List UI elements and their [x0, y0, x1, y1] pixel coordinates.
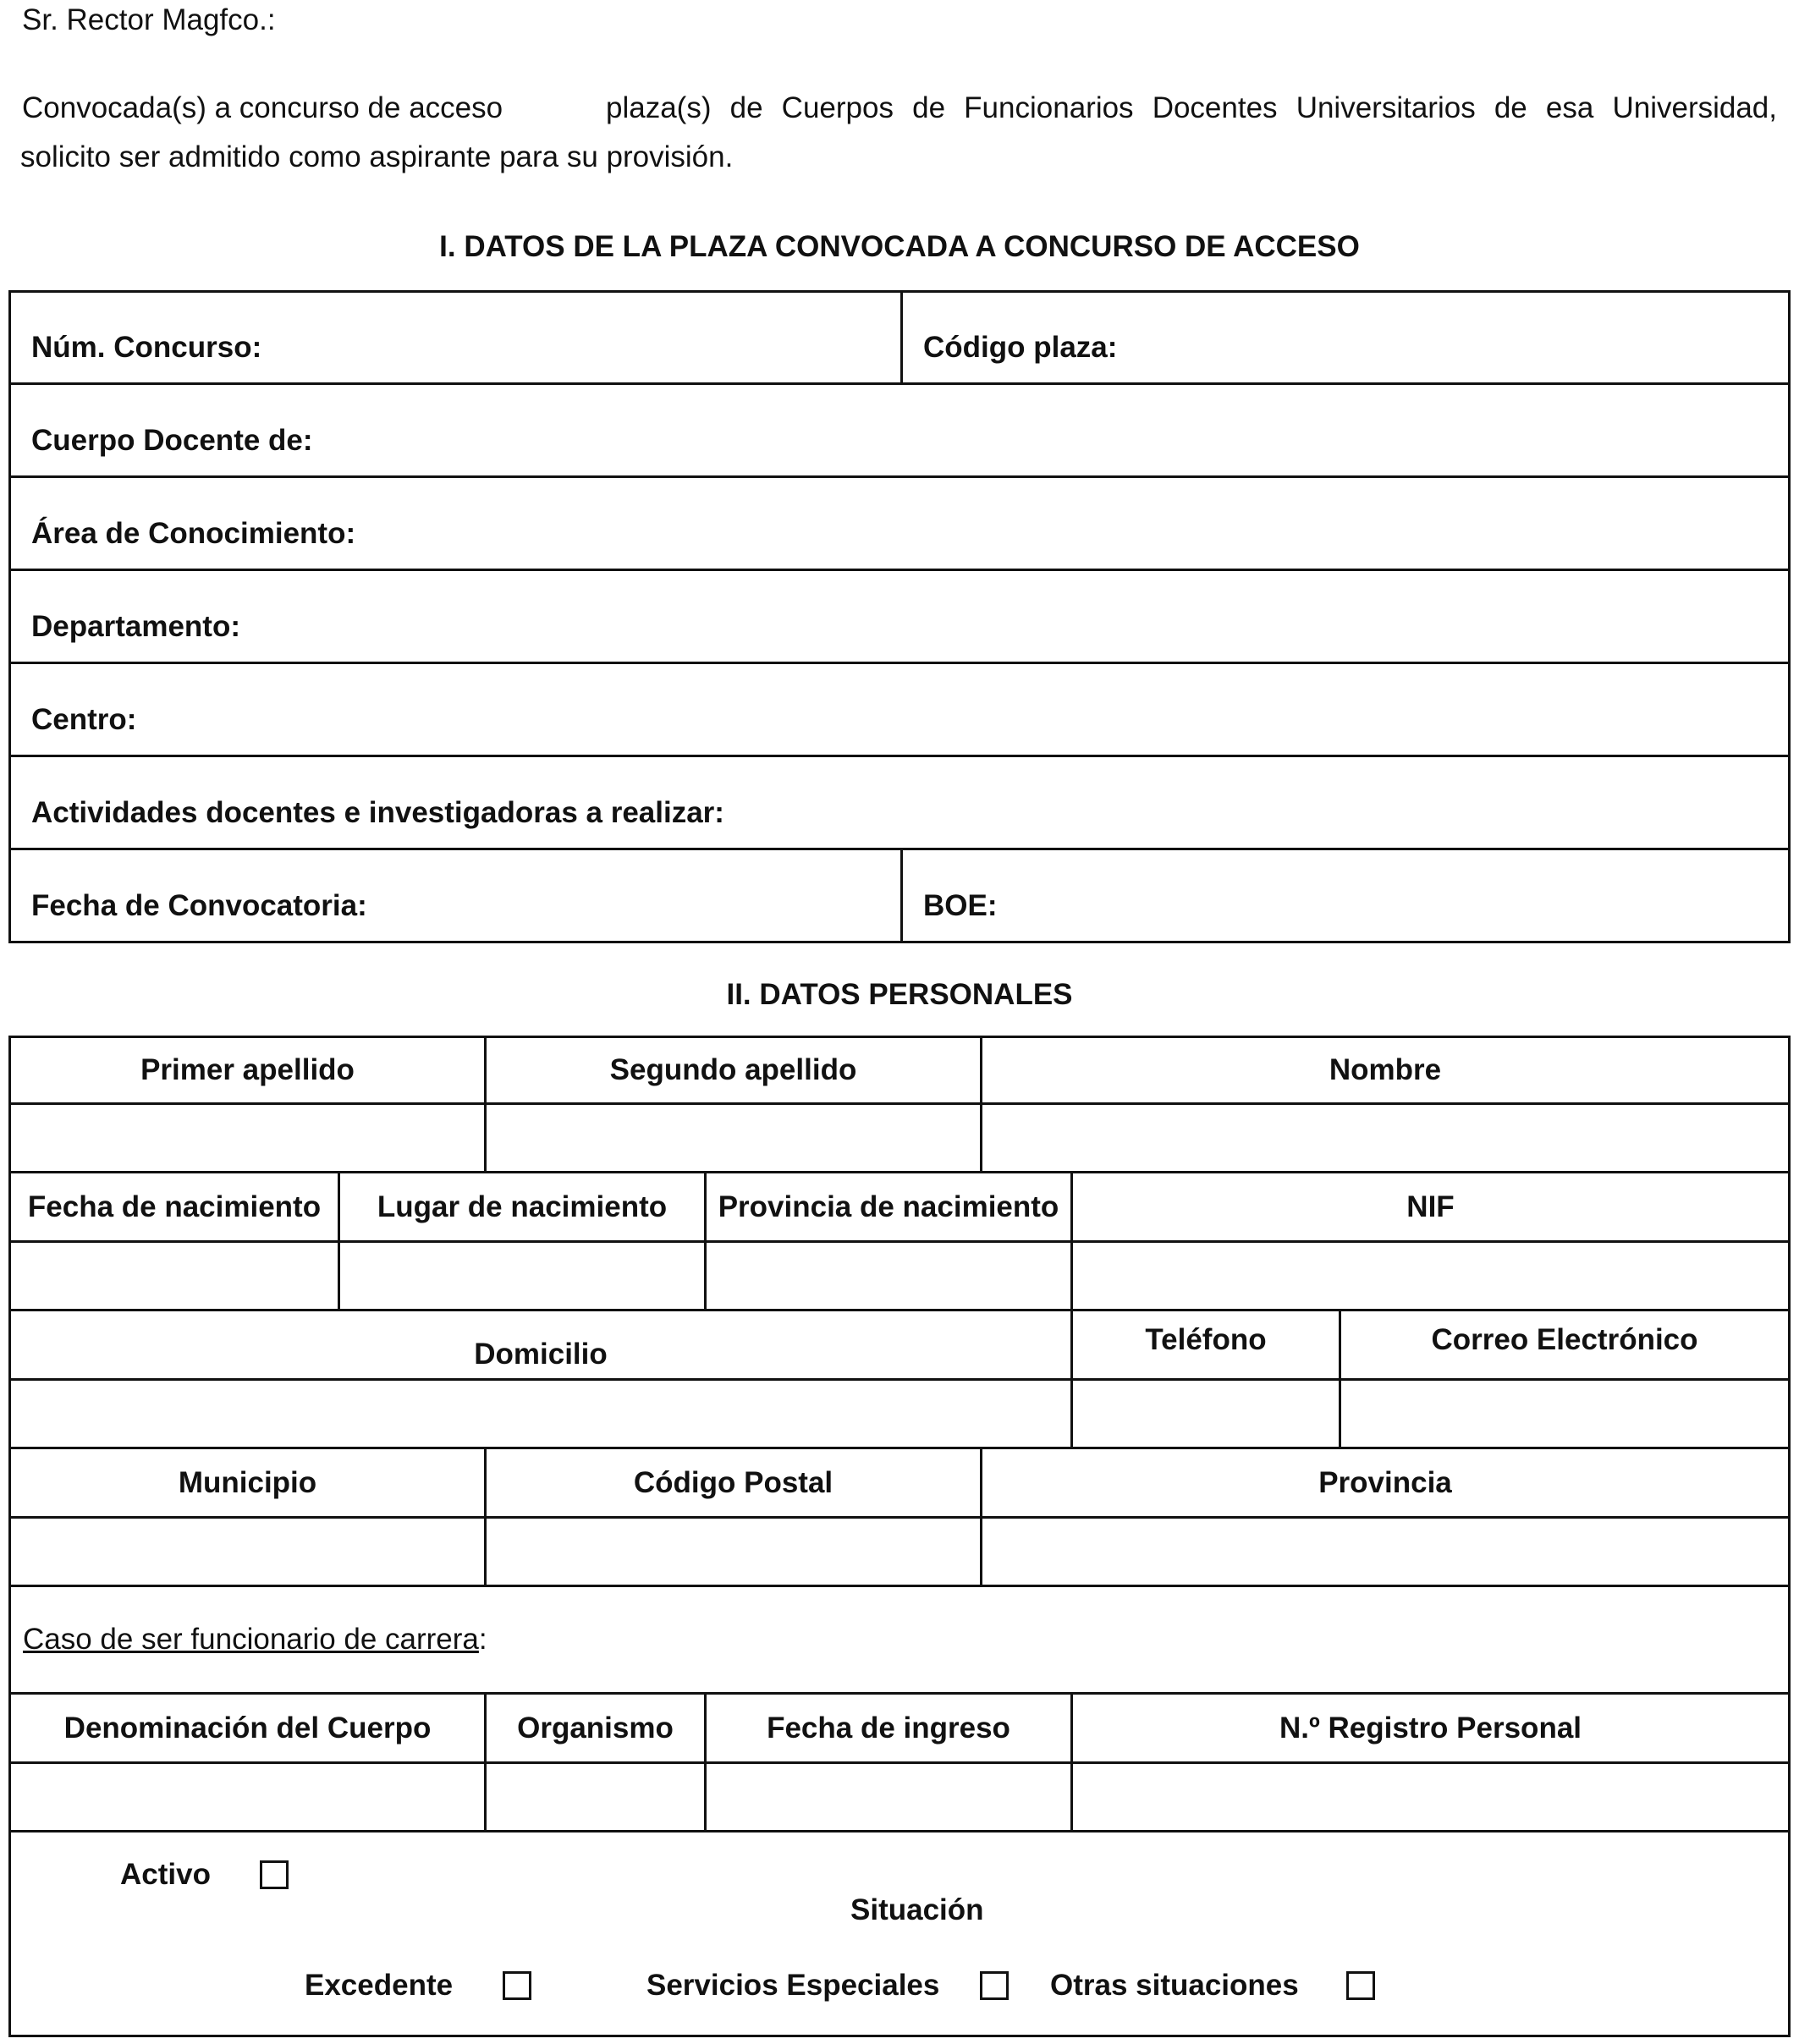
- nombre-header: Nombre: [1329, 1053, 1442, 1086]
- area-label: Área de Conocimiento:: [31, 516, 356, 550]
- provincia-input[interactable]: [982, 1519, 1788, 1585]
- centro-label: Centro:: [31, 702, 137, 736]
- row-actividades: [8, 757, 1791, 850]
- nif-input[interactable]: [1073, 1243, 1788, 1309]
- primer-apellido-input-cell: [11, 1105, 487, 1171]
- nombre-input-cell: [982, 1105, 1788, 1171]
- servicios-especiales-checkbox[interactable]: [980, 1971, 1009, 2000]
- activo-label: Activo: [120, 1858, 211, 1891]
- num-concurso-field[interactable]: [11, 293, 903, 382]
- domicilio-header: Domicilio: [11, 1311, 1073, 1378]
- excedente-label: Excedente: [305, 1969, 454, 2002]
- municipio-input-cell: [11, 1519, 487, 1585]
- fecha-ingreso-header: Fecha de ingreso: [707, 1695, 1073, 1761]
- row-fecha-boe: [8, 850, 1791, 943]
- excedente-checkbox[interactable]: [503, 1971, 531, 2000]
- registro-input-cell: [1073, 1764, 1788, 1830]
- segundo-apellido-header: Segundo apellido: [487, 1038, 982, 1102]
- lugar-nacimiento-input-cell: [340, 1243, 707, 1309]
- segundo-apellido-input[interactable]: [487, 1105, 980, 1171]
- provincia-nacimiento-input-cell: [707, 1243, 1073, 1309]
- otras-situaciones-label: Otras situaciones: [1050, 1969, 1299, 2002]
- actividades-field[interactable]: [11, 757, 1788, 848]
- nombre-input[interactable]: [982, 1105, 1788, 1171]
- boe-field[interactable]: [903, 850, 1788, 941]
- row-cuerpo-input: [8, 1764, 1791, 1832]
- fecha-ingreso-input-cell: [707, 1764, 1073, 1830]
- provincia-header: Provincia: [1318, 1465, 1452, 1499]
- codigo-plaza-label: Código plaza:: [923, 331, 1118, 364]
- row-departamento: [8, 571, 1791, 664]
- provincia-nacimiento-header: Provincia de nacimiento: [707, 1173, 1073, 1240]
- row-centro: [8, 664, 1791, 757]
- row-cuerpo-header: [8, 1695, 1791, 1764]
- row-domicilio-input: [8, 1381, 1791, 1449]
- domicilio-input[interactable]: [11, 1381, 1070, 1447]
- fecha-nacimiento-input[interactable]: [11, 1243, 338, 1309]
- row-apellidos-header: [8, 1036, 1791, 1105]
- registro-input[interactable]: [1073, 1764, 1788, 1830]
- codigo-postal-input[interactable]: [487, 1519, 980, 1585]
- organismo-header: Organismo: [487, 1695, 707, 1761]
- provincia-nacimiento-input[interactable]: [707, 1243, 1070, 1309]
- correo-header: Correo Electrónico: [1431, 1323, 1698, 1356]
- nif-input-cell: [1073, 1243, 1788, 1309]
- primer-apellido-input[interactable]: [11, 1105, 484, 1171]
- correo-input-cell: [1341, 1381, 1788, 1447]
- funcionario-carrera-colon: :: [478, 1623, 487, 1656]
- fecha-nacimiento-header: Fecha de nacimiento: [11, 1173, 340, 1240]
- telefono-header: Teléfono: [1073, 1311, 1341, 1378]
- intro-line2: solicito ser admitido como aspirante para su provisión.: [20, 140, 734, 173]
- row-funcionario-carrera: [8, 1587, 1791, 1695]
- fecha-convocatoria-field[interactable]: [11, 850, 903, 941]
- boe-label: BOE:: [923, 888, 998, 922]
- actividades-label: Actividades docentes e investigadoras a realizar:: [31, 795, 724, 829]
- row-municipio-header: [8, 1449, 1791, 1519]
- codigo-postal-header: Código Postal: [487, 1449, 982, 1516]
- otras-situaciones-checkbox[interactable]: [1346, 1971, 1375, 2000]
- row-apellidos-input: [8, 1105, 1791, 1173]
- activo-checkbox[interactable]: [260, 1860, 289, 1889]
- situacion-label: Situación: [850, 1893, 984, 1926]
- departamento-label: Departamento:: [31, 609, 240, 643]
- intro-line1-right: plaza(s) de Cuerpos de Funcionarios Docentes Universitarios de esa Universidad,: [606, 91, 1777, 124]
- num-concurso-label: Núm. Concurso:: [31, 331, 262, 364]
- intro-plazas-count-input[interactable]: [554, 91, 605, 125]
- telefono-input-cell: [1073, 1381, 1341, 1447]
- denominacion-input-cell: [11, 1764, 487, 1830]
- section1-title: I. DATOS DE LA PLAZA CONVOCADA A CONCURSO DE ACCESO: [439, 230, 1360, 263]
- cuerpo-docente-field[interactable]: [11, 385, 1788, 475]
- nif-header: NIF: [1406, 1190, 1455, 1223]
- registro-header: N.º Registro Personal: [1279, 1711, 1582, 1745]
- funcionario-carrera-cell: [11, 1587, 1788, 1692]
- domicilio-input-cell: [11, 1381, 1073, 1447]
- intro-line1-left: Convocada(s) a concurso de acceso: [22, 91, 503, 124]
- row-municipio-input: [8, 1519, 1791, 1587]
- organismo-input-cell: [487, 1764, 707, 1830]
- row-area: [8, 478, 1791, 571]
- fecha-nacimiento-input-cell: [11, 1243, 340, 1309]
- correo-input[interactable]: [1341, 1381, 1788, 1447]
- fecha-convocatoria-label: Fecha de Convocatoria:: [31, 888, 367, 922]
- row-cuerpo-docente: [8, 385, 1791, 478]
- municipio-input[interactable]: [11, 1519, 484, 1585]
- codigo-postal-input-cell: [487, 1519, 982, 1585]
- section2-title: II. DATOS PERSONALES: [726, 978, 1073, 1011]
- area-field[interactable]: [11, 478, 1788, 569]
- departamento-field[interactable]: [11, 571, 1788, 662]
- salutation: Sr. Rector Magfco.:: [22, 3, 276, 36]
- organismo-input[interactable]: [487, 1764, 704, 1830]
- servicios-especiales-label: Servicios Especiales: [646, 1969, 940, 2002]
- denominacion-header: Denominación del Cuerpo: [11, 1695, 487, 1761]
- primer-apellido-header: Primer apellido: [11, 1038, 487, 1102]
- row-nacimiento-header: [8, 1173, 1791, 1243]
- lugar-nacimiento-input[interactable]: [340, 1243, 704, 1309]
- segundo-apellido-input-cell: [487, 1105, 982, 1171]
- denominacion-input[interactable]: [11, 1764, 484, 1830]
- funcionario-carrera-label: Caso de ser funcionario de carrera: [23, 1623, 479, 1656]
- cuerpo-docente-label: Cuerpo Docente de:: [31, 423, 313, 457]
- lugar-nacimiento-header: Lugar de nacimiento: [340, 1173, 707, 1240]
- row-concurso: [8, 290, 1791, 385]
- codigo-plaza-field[interactable]: [903, 293, 1788, 382]
- provincia-input-cell: [982, 1519, 1788, 1585]
- row-nacimiento-input: [8, 1243, 1791, 1311]
- centro-field[interactable]: [11, 664, 1788, 755]
- fecha-ingreso-input[interactable]: [707, 1764, 1070, 1830]
- row-domicilio-header: [8, 1311, 1791, 1381]
- telefono-input[interactable]: [1073, 1381, 1339, 1447]
- municipio-header: Municipio: [11, 1449, 487, 1516]
